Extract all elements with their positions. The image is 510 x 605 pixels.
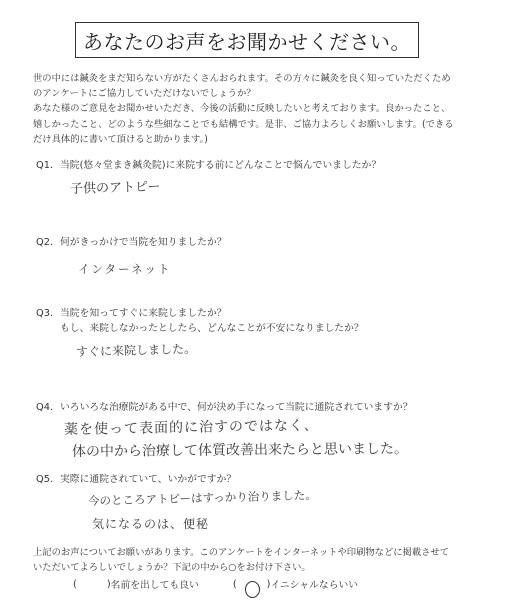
intro-line: のアンケートにご協力していただけないでしょうか？ <box>33 88 256 100</box>
option-label: イニシャルならいい <box>270 580 359 591</box>
question-text: 当院(悠々堂まき鍼灸院)に来院する前にどんなことで悩んでいましたか？ <box>60 160 382 171</box>
question-2 <box>36 235 227 250</box>
answer-5-line-1: 今のところアトピーはすっかり治りました。 <box>87 488 317 508</box>
intro-line: 世の中には鍼灸をまだ知らない方がたくさんおられます。その方々に鍼灸を良く知っていただくため <box>33 73 451 84</box>
question-number: Q1． <box>36 160 60 171</box>
footer-note <box>33 545 501 575</box>
question-text: いろいろな治療院がある中で、何が決め手になって当院に通院されていますか？ <box>60 402 413 413</box>
answer-4-line-1: 薬を使って表面的に治すのではなく、 <box>63 417 319 438</box>
option-initials-ok[interactable]: ( ) イニシャルならいい <box>233 577 358 591</box>
circle-mark-icon <box>245 581 260 598</box>
question-1 <box>36 158 381 173</box>
question-number: Q2． <box>36 237 60 248</box>
question-4 <box>36 400 413 415</box>
question-text: 当院を知ってすぐに来院しましたか？ <box>60 308 227 319</box>
answer-5-line-2: 気になるのは、便秘 <box>92 517 210 531</box>
intro-line: だけ具体的に書いて頂けると助かります。) <box>33 133 208 145</box>
answer-4-line-2: 体の中から治療して体質改善出来たらと思いました。 <box>71 441 409 460</box>
option-label: 名前を出しても良い <box>110 580 199 591</box>
answer-3-line-1: すぐに来院しました。 <box>75 341 197 359</box>
question-number: Q3． <box>36 308 60 319</box>
page-title: あなたのお声をお聞かせください。 <box>75 22 419 58</box>
footer-line: 上記のお声についてお願いがあります。このアンケートをインターネットや印刷物などに掲載させて <box>33 547 450 558</box>
question-3 <box>36 306 364 336</box>
footer-line: いただいてよろしいでしょうか？下記の中から○をお付け下さい。 <box>33 562 311 573</box>
question-text-line-2: もし、来院しなかったとしたら、どんなことが不安になりましたか？ <box>60 323 364 334</box>
intro-paragraph <box>33 71 501 147</box>
answer-1-line-1: 子供のアトピー <box>69 179 161 197</box>
consent-options <box>73 577 358 591</box>
option-name-ok[interactable]: ( ) 名前を出しても良い <box>73 578 199 591</box>
question-number: Q5． <box>36 474 60 485</box>
answer-2-line-1: インターネット <box>78 262 172 276</box>
question-number: Q4． <box>36 402 60 413</box>
question-5 <box>36 472 236 487</box>
question-text: 何がきっかけで当院を知りましたか？ <box>60 237 227 248</box>
question-text: 実際に通院されていて、いかがですか？ <box>60 474 237 485</box>
intro-line: 嬉しかったこと、どのような些細なことでも結構です。是非、ご協力よろしくお願いします。(できる <box>33 118 454 130</box>
intro-line: あなた様のご意見をお聞かせいただき、今後の活動に反映したいと考えております。良かったこと、 <box>33 103 451 115</box>
